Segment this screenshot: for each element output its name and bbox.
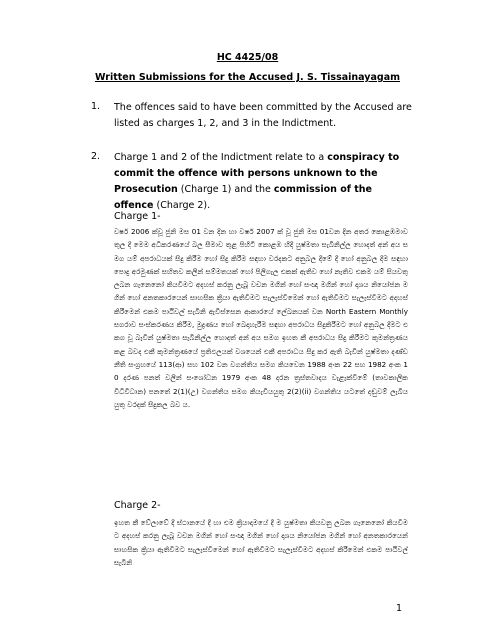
case-number: HC 4425/08 [216,52,279,63]
page-number: 1 [396,603,403,614]
item-1-text: The offences said to have been committed by the Accused are listed as charges 1, 2, and 3 in the Indictment. [114,102,412,129]
item-2-text [114,150,414,214]
item-2-conspiracy-emphasis: conspiracy to commit the offence with persons unknown to the Prosecution [114,152,400,195]
charge-1-heading: Charge 1- [114,211,161,222]
item-1-number: 1. [91,101,101,112]
charge-1-body: වර්ෂ 2006 ක්වූ ජුනි මස 01 වන දින හා වර්ෂ 2007 ක් වූ ජුනි මස 01වන දින අතර කොළඹමාව තුල දී මෙම අධිකරණයේ බල සීමාව තුළ පිහිටි කොළඹ හිදී යුෂ්මතා සැබිනිල්ල හොදත් අන් අය සමග යම් අපරාධයක් සිදු කිරීම හෝ සිදු කිරීම සඳහා වරදකට අනුබල දීමේ දී හෝ අනුබල දීම සඳහා පොදු අරමුණක් සහිතව කලින් සම්මතයක් හෝ පිලිගැල එකක් ඇතිව හෝ නැතිව එකම යම් සියවතු ලබන ගැනෙනෝ කියවීමට අදහස් කරනු ලැබූ වචන මගින් හෝ සංඥා මගින් හෝ දෘශය නියෝජන මගින් හෝ අනතකාරයෙන් සාහසික ක්‍රියා ඇතිවීමට සැලැස්වීමෙන් හෝ ඇතිවීමට සැලැස්වීමට අදහස් කිරීමෙන් එකම පාඨිවල් සැබිනි ඇවිස්සෙන ආකාරයේ ලේඛනයක් වන North Eastern Monthly සගරාව සංස්කරණය කිරීම, මුද්‍රණය හෝ බෙදාහැරීම සඳහා අපරාධය සිදුකිරීමට හෝ අනුබල දීමට එකග වූ බැවින් යුෂ්මතා සැබිනිල්ල හොදත් අන් අය සමග ඉහත කී අපරාධය සිදු කිරීමට කුමන්ත්‍රණය කළ බවද එකී කුමන්ත්‍රණයේ ප්‍රතිඵලයක් වශයෙන් එකී අපරාධය සිදු කර ඇති බැවින් යුෂ්මතා දණ්ඩ නීති සංග්‍රහයේ 113(ආ) සහ 102 වන වගන්තිය සමග කියවෙන 1988 අංක 22 සහ 1982 අංක 10 දරණ පනත් වලින් සංශෝධන 1979 අංක 48 දරන ත්‍රස්තවාදය වැළැක්වීමේ (තාවකාලික විධිවිධාන) පනතේ 2(1)(උ) වගන්තිය සමග කියැවියයුතු 2(2)(ii) වගන්තිය යටතේ දඬුවම් ලැබිය යුතු වරදක් සිදුකල බව ය. [114,227,408,409]
item-2-text-part3: (Charge 2). [153,200,211,211]
document-title: Written Submissions for the Accused J. S. Tissainayagam [94,72,401,83]
item-2-commission-emphasis: commission of the offence [114,184,372,211]
item-2-number: 2. [91,151,101,162]
charge-2-heading: Charge 2- [114,500,161,511]
item-2-text-part1: Charge 1 and 2 of the Indictment relate to a [114,152,328,163]
item-2-text-part2: (Charge 1) and the [177,184,274,195]
charge-2-body: ඉහත කී වේලාවේ දී ස්ථානයේ දී හා එම ක්‍රියාදාමයේ දී ම යුෂ්මතා කියවනු ලබන ගැනෙනෝ කියවීමට අදහස් කරනු ලැබූ වචන මගින් හෝ සංඥා මගින් හෝ දෘශය නියෝජන මගින් හෝ අනතකාරයෙන් සාහසික ක්‍රියා ඇතිවීමට සැලැස්වීමෙන් හෝ ඇතිවීමට සැලැස්වීමට අදහස් කිරීමෙන් එකම පාඨිවල් සැබිනි [114,518,408,567]
